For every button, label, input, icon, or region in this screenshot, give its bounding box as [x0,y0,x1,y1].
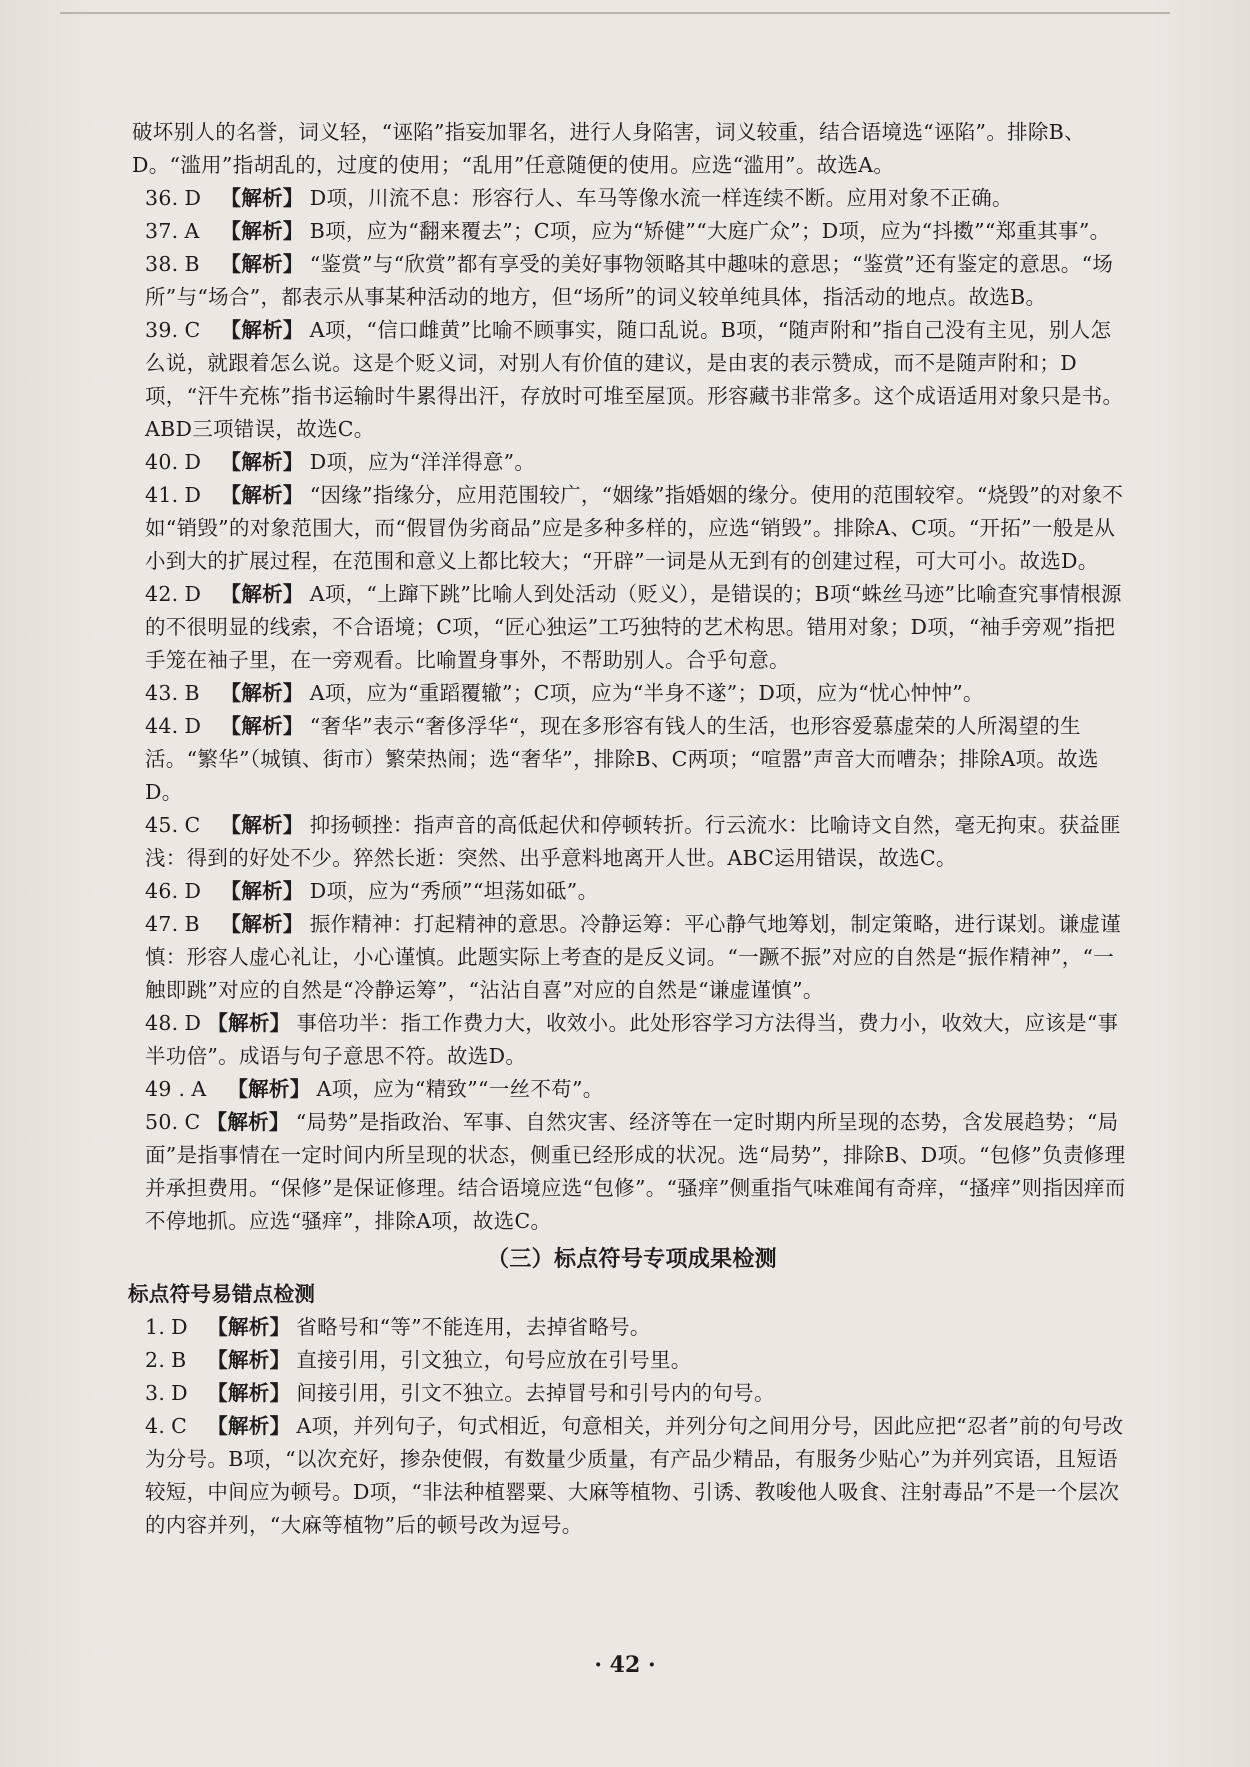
answer-item [132,314,1132,446]
item-number: 41. [145,483,179,507]
item-answer: D [184,186,202,210]
answer-item [132,1377,1132,1410]
answer-item [132,1410,1132,1542]
analysis-tag: 【解析】 [220,813,304,837]
answer-item [132,215,1132,248]
item-answer: C [184,813,201,837]
item-answer: D [171,1315,188,1339]
analysis-tag: 【解析】 [220,879,304,903]
answer-item [132,479,1132,578]
analysis-text: D项，川流不息：形容行人、车马等像水流一样连续不断。应用对象不正确。 [309,186,1013,210]
item-number: 3. [145,1381,166,1405]
item-answer: D [171,1381,188,1405]
analysis-tag: 【解析】 [220,450,304,474]
item-answer: D [184,714,202,738]
item-number: 47. [145,912,179,936]
item-number: 42. [145,582,179,606]
answer-item [132,677,1132,710]
answer-item [132,182,1132,215]
item-number: 44. [145,714,179,738]
analysis-text: “奢华”表示“奢侈浮华“，现在多形容有钱人的生活，也形容爱慕虚荣的人所渴望的生活。“繁华”（城镇、街市）繁荣热闹；选“奢华”，排除B、C两项；“喧嚣”声音大而嘈杂；排除A项。故选D。 [145,714,1099,804]
item-answer: B [184,912,200,936]
analysis-tag: 【解析】 [220,252,304,276]
item-number: 2. [145,1348,166,1372]
analysis-tag: 【解析】 [220,681,304,705]
page-number: · 42 · [594,1652,656,1678]
item-number: 1. [145,1315,166,1339]
answer-item [132,1073,1132,1106]
item-answer: D [184,582,202,606]
item-number: 38. [145,252,179,276]
analysis-tag: 【解析】 [207,1011,291,1035]
analysis-text: B项，应为“翻来覆去”；C项，应为“矫健”“大庭广众”；D项，应为“抖擞”“郑重其事”。 [309,219,1111,243]
item-answer: C [171,1414,188,1438]
item-answer: A [184,219,200,243]
top-rule [60,12,1170,14]
analysis-text: D项，应为“洋洋得意”。 [309,450,536,474]
answer-list [132,182,1132,1238]
item-answer: D [184,450,202,474]
item-number: 39. [145,318,179,342]
analysis-tag: 【解析】 [220,186,304,210]
analysis-tag: 【解析】 [206,1110,290,1134]
analysis-tag: 【解析】 [207,1315,291,1339]
continuation-paragraph: 破坏别人的名誉，词义轻，“诬陷”指妄加罪名，进行人身陷害，词义较重，结合语境选“诬陷”。排除B、D。“滥用”指胡乱的，过度的使用；“乱用”任意随便的使用。应选“滥用”。故选A。 [132,120,1085,177]
item-answer: C [184,1110,201,1134]
analysis-tag: 【解析】 [220,318,304,342]
analysis-tag: 【解析】 [220,912,304,936]
analysis-text: A项，并列句子，句式相近，句意相关，并列分句之间用分号，因此应把“忍者”前的句号改为分号。B项，“以次充好，掺杂使假，有数量少质量，有产品少精品，有服务少贴心”为并列宾语，且短语较短，中间应为顿号。D项，“非法种植罂粟、大麻等植物、引诱、教唆他人吸食、注射毒品”不是一个层次的内容并列，“大麻等植物”后的顿号改为逗号。 [145,1414,1124,1537]
analysis-tag: 【解析】 [220,483,304,507]
analysis-text: D项，应为“秀颀”“坦荡如砥”。 [309,879,599,903]
answer-item [132,908,1132,1007]
analysis-text: 省略号和“等”不能连用，去掉省略号。 [296,1315,651,1339]
item-number: 43. [145,681,179,705]
answer-item [132,710,1132,809]
item-number: 49 . [145,1077,186,1101]
item-number: 40. [145,450,179,474]
item-number: 50. [145,1110,179,1134]
analysis-text: A项，应为“精致”“一丝不苟”。 [316,1077,604,1101]
analysis-text: “局势”是指政治、军事、自然灾害、经济等在一定时期内所呈现的态势，含发展趋势；“局面”是指事情在一定时间内所呈现的状态，侧重已经形成的状况。选“局势”，排除B、D项。“包修”负责修理并承担费用。“保修”是保证修理。结合语境应选“包修”。“骚痒”侧重指气味难闻有奇痒，“搔痒”则指因痒而不停地抓。应选“骚痒”，排除A项，故选C。 [145,1110,1126,1233]
analysis-tag: 【解析】 [207,1381,291,1405]
analysis-tag: 【解析】 [220,219,304,243]
analysis-tag: 【解析】 [220,714,304,738]
item-answer: C [184,318,201,342]
answer-item [132,875,1132,908]
item-number: 37. [145,219,179,243]
analysis-tag: 【解析】 [207,1348,291,1372]
analysis-tag: 【解析】 [207,1414,291,1438]
item-answer: D [184,1011,202,1035]
answer-item [132,1311,1132,1344]
item-answer: B [184,681,200,705]
analysis-text: 振作精神：打起精神的意思。冷静运筹：平心静气地筹划，制定策略，进行谋划。谦虚谨慎：形容人虚心礼让，小心谨慎。此题实际上考查的是反义词。“一蹶不振”对应的自然是“振作精神”，“一触即跳”对应的自然是“冷静运筹”，“沾沾自喜”对应的自然是“谦虚谨慎”。 [145,912,1121,1002]
answer-content [128,116,1132,1542]
analysis-text: A项，应为“重蹈覆辙”；C项，应为“半身不遂”；D项，应为“忧心忡忡”。 [309,681,984,705]
answer-item [132,446,1132,479]
item-answer: D [184,483,202,507]
answer-item [132,1344,1132,1377]
analysis-text: 抑扬顿挫：指声音的高低起伏和停顿转折。行云流水：比喻诗文自然，毫无拘束。获益匪浅：得到的好处不少。猝然长逝：突然、出乎意料地离开人世。ABC运用错误，故选C。 [145,813,1121,870]
item-number: 36. [145,186,179,210]
item-answer: B [171,1348,187,1372]
answer-item [132,809,1132,875]
analysis-text: A项，“信口雌黄”比喻不顾事实，随口乱说。B项，“随声附和”指自己没有主见，别人怎么说，就跟着怎么说。这是个贬义词，对别人有价值的建议，是由衷的表示赞成，而不是随声附和；D项，“汗牛充栋”指书运输时牛累得出汗，存放时可堆至屋顶。形容藏书非常多。这个成语适用对象只是书。ABD三项错误，故选C。 [145,318,1124,441]
item-number: 48. [145,1011,179,1035]
item-answer: D [184,879,202,903]
answer-item [132,578,1132,677]
section-title: （三）标点符号专项成果检测 [487,1247,777,1272]
sub-title: 标点符号易错点检测 [128,1282,316,1306]
punctuation-answer-list [132,1311,1132,1542]
item-number: 45. [145,813,179,837]
item-answer: A [191,1077,207,1101]
analysis-text: A项，“上蹿下跳”比喻人到处活动（贬义），是错误的；B项“蛛丝马迹”比喻查究事情根源的不很明显的线索，不合语境；C项，“匠心独运”工巧独特的艺术构思。错用对象；D项，“袖手旁观”指把手笼在袖子里，在一旁观看。比喻置身事外，不帮助别人。合乎句意。 [145,582,1122,672]
analysis-text: 直接引用，引文独立，句号应放在引号里。 [296,1348,692,1372]
analysis-text: “因缘”指缘分，应用范围较广，“姻缘”指婚姻的缘分。使用的范围较窄。“烧毁”的对象不如“销毁”的对象范围大，而“假冒伪劣商品”应是多种多样的，应选“销毁”。排除A、C项。“开拓”一般是从小到大的扩展过程，在范围和意义上都比较大；“开辟”一词是从无到有的创建过程，可大可小。故选D。 [145,483,1124,573]
answer-item [132,248,1132,314]
answer-item [132,1007,1132,1073]
item-answer: B [184,252,200,276]
answer-item [132,1106,1132,1238]
analysis-tag: 【解析】 [220,582,304,606]
analysis-text: 间接引用，引文不独立。去掉冒号和引号内的句号。 [296,1381,775,1405]
item-number: 4. [145,1414,166,1438]
analysis-text: 事倍功半：指工作费力大，收效小。此处形容学习方法得当，费力小，收效大，应该是“事半功倍”。成语与句子意思不符。故选D。 [145,1011,1119,1068]
analysis-tag: 【解析】 [227,1077,311,1101]
analysis-text: “鉴赏”与“欣赏”都有享受的美好事物领略其中趣味的意思；“鉴赏”还有鉴定的意思。“场所”与“场合”，都表示从事某种活动的地方，但“场所”的词义较单纯具体，指活动的地点。故选B。 [145,252,1114,309]
item-number: 46. [145,879,179,903]
